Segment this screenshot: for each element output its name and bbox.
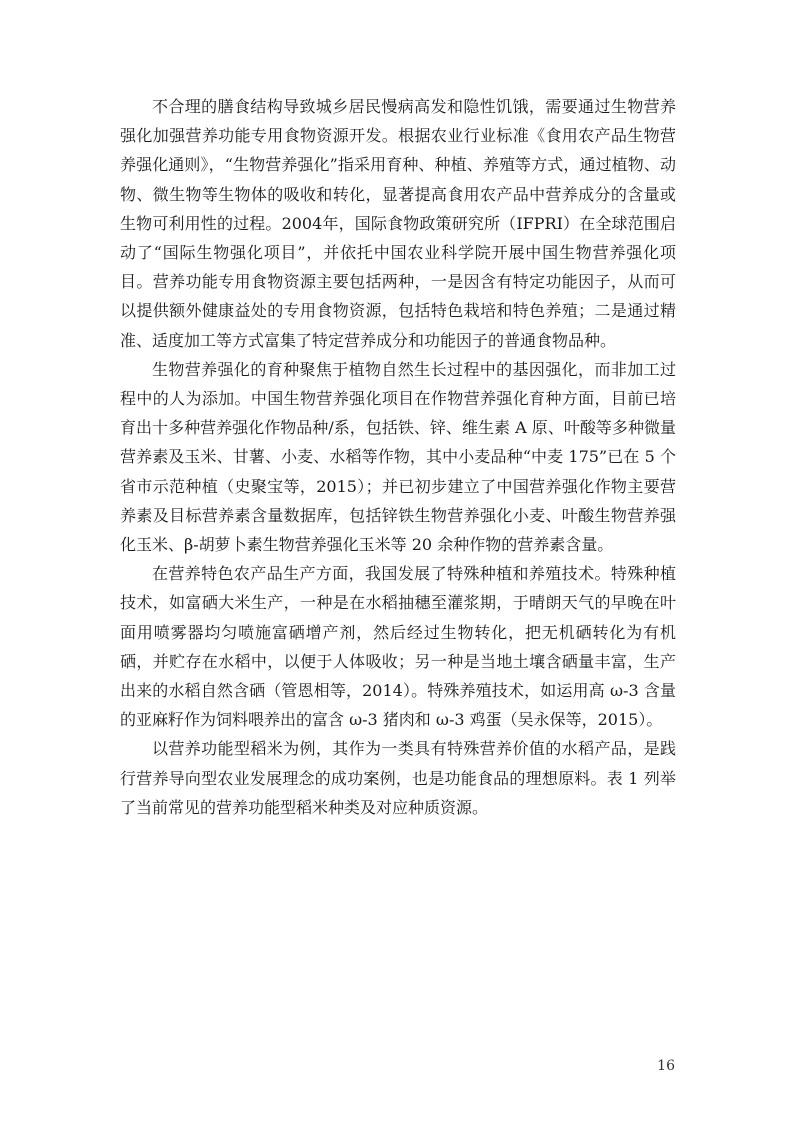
paragraph-1: 不合理的膳食结构导致城乡居民慢病高发和隐性饥饿，需要通过生物营养强化加强营养功能专用食物资源开发。根据农业行业标准《食用农产品生物营养强化通则》，“生物营养强化”指采用育种、种植、养殖等方式，通过植物、动物、微生物等生物体的吸收和转化，显著提高食用农产品中营养成分的含量或生物可利用性的过程。2004年，国际食物政策研究所（IFPRI）在全球范围启动了“国际生物强化项目”，并依托中国农业科学院开展中国生物营养强化项目。营养功能专用食物资源主要包括两种，一是因含有特定功能因子，从而可以提供额外健康益处的专用食物资源，包括特色栽培和特色养殖；二是通过精准、适度加工等方式富集了特定营养成分和功能因子的普通食物品种。 <box>120 97 676 350</box>
paragraph-2: 生物营养强化的育种聚焦于植物自然生长过程中的基因强化，而非加工过程中的人为添加。中国生物营养强化项目在作物营养强化育种方面，目前已培育出十多种营养强化作物品种/系，包括铁、锌、维生素 A 原、叶酸等多种微量营养素及玉米、甘薯、小麦、水稻等作物，其中小麦品种“中麦 175”已在 5 个省市示范种植（史聚宝等，2015）；并已初步建立了中国营养强化作物主要营养素及目标营养素含量数据库，包括锌铁生物营养强化小麦、叶酸生物营养强化玉米、β-胡萝卜素生物营养强化玉米等 20 余种作物的营养素含量。 <box>120 359 676 555</box>
document-body <box>120 92 676 822</box>
paragraph-3: 在营养特色农产品生产方面，我国发展了特殊种植和养殖技术。特殊种植技术，如富硒大米生产，一种是在水稻抽穗至灌浆期，于晴朗天气的早晚在叶面用喷雾器均匀喷施富硒增产剂，然后经过生物转化，把无机硒转化为有机硒，并贮存在水稻中，以便于人体吸收；另一种是当地土壤含硒量丰富，生产出来的水稻自然含硒（管恩相等，2014）。特殊养殖技术，如运用高 ω-3 含量的亚麻籽作为饲料喂养出的富含 ω-3 猪肉和 ω-3 鸡蛋（吴永保等，2015）。 <box>120 564 676 730</box>
paragraph-4: 以营养功能型稻米为例，其作为一类具有特殊营养价值的水稻产品，是践行营养导向型农业发展理念的成功案例，也是功能食品的理想原料。表 1 列举了当前常见的营养功能型稻米种类及对应种质资源。 <box>120 739 676 817</box>
page-number: 16 <box>657 1058 675 1074</box>
